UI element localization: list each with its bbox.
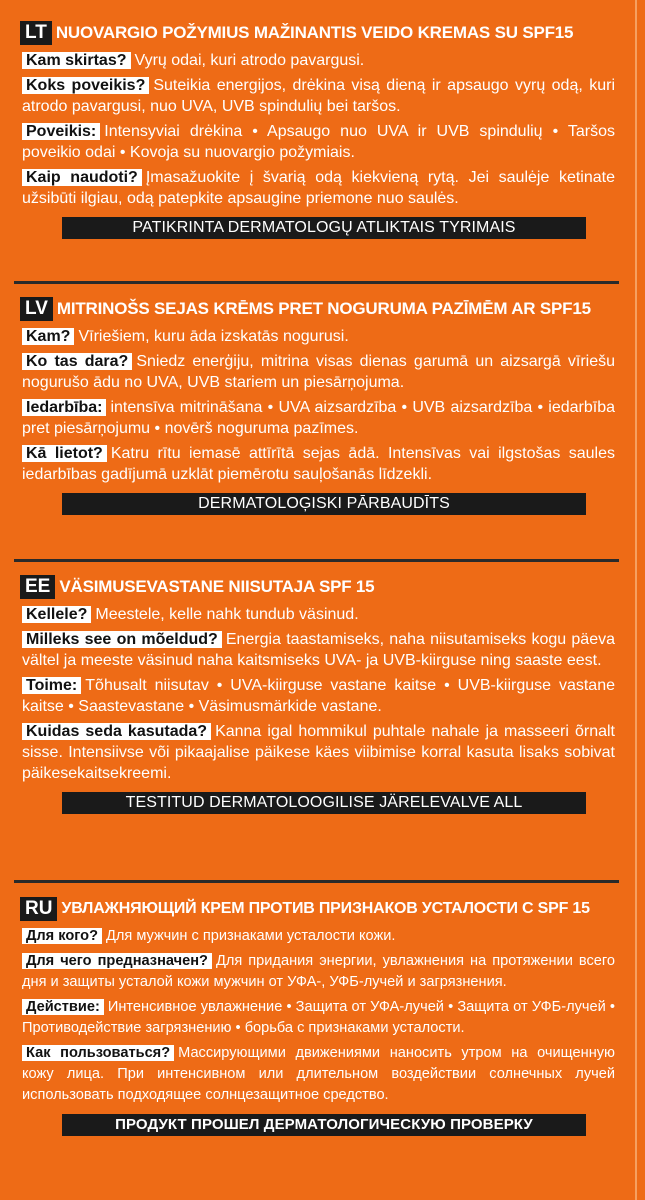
entry-text: Vyrų odai, kuri atrodo pavargusi. [134,52,365,69]
edge-line [635,0,637,1200]
section-header [20,896,645,922]
entry-text: Intensyviai drėkina • Apsaugo nuo UVA ir UVB spindulių • Taršos poveikio odai • Kovoja su nuovargio požymiais. [22,123,615,161]
entry-text: Массирующими движениями наносить утром на очищенную кожу лица. При интенсивном или длительном воздействии солнечных лучей использовать подходящее солнцезащитное средство. [22,1045,615,1103]
section-lv [0,296,645,515]
entry-label: Kellele? [22,606,91,623]
entry-label: Iedarbība: [22,399,106,416]
language-code-badge: LT [20,21,52,45]
entry-text: Kanna igal hommikul puhtale nahale ja masseeri õrnalt sisse. Intensiivse või pikaajalise päikese käes viibimise korral kasuta lisaks sobivat päikesekaitsekreemi. [22,723,615,782]
language-code-badge: RU [20,897,57,921]
section-divider [14,880,619,883]
entry-label: Ko tas dara? [22,353,132,370]
section-header [20,296,645,322]
language-code-badge: LV [20,297,53,321]
entry-text: Meestele, kelle nahk tundub väsinud. [95,606,359,623]
section-title: NUOVARGIO POŽYMIUS MAŽINANTIS VEIDO KREMAS SU SPF15 [55,23,574,42]
entry-action [22,997,615,1039]
dermatology-banner: PATIKRINTA DERMATOLOGŲ ATLIKTAIS TYRIMAIS [62,217,586,239]
entry-label: Kaip naudoti? [22,169,142,186]
entry-usage [22,1043,615,1106]
entry-text: Sniedz enerģiju, mitrina visas dienas garumā un aizsargā vīriešu nogurušo ādu no UVA, UVB stariem un piesārņojuma. [22,353,615,391]
entry-text: Для придания энергии, увлажнения на протяжении всего дня и защиты усталой кожи мужчин от УФА-, УФБ-лучей и загрязнения. [22,953,615,990]
entry-action [22,121,615,163]
section-title: УВЛАЖНЯЮЩИЙ КРЕМ ПРОТИВ ПРИЗНАКОВ УСТАЛОСТИ С SPF 15 [61,900,590,917]
entry-label: Kam skirtas? [22,52,131,69]
entry-label: Для кого? [22,928,102,944]
entry-text: Tõhusalt niisutav • UVA-kiirguse vastane kaitse • UVB-kiirguse vastane kaitse • Saastevastane • Väsimusmärkide vastane. [22,677,615,715]
entry-audience [22,604,615,625]
entry-label: Toime: [22,677,81,694]
entry-usage [22,167,615,209]
entry-text: Для мужчин с признаками усталости кожи. [105,928,396,944]
entry-audience [22,926,615,947]
entry-text: Katru rītu iemasē attīrītā sejas ādā. Intensīvas vai ilgstošas saules iedarbības gadījumā uzklāt piemērotu sauļošanās līdzekli. [22,445,616,483]
section-title: VÄSIMUSEVASTANE NIISUTAJA SPF 15 [59,577,375,596]
section-header [20,20,645,46]
entry-effect [22,629,615,671]
entry-text: Интенсивное увлажнение • Защита от УФА-лучей • Защита от УФБ-лучей • Противодействие загрязнению • борьба с признаками усталости. [22,999,615,1036]
section-header [20,574,645,600]
entry-text: intensīva mitrināšana • UVA aizsardzība • UVB aizsardzība • iedarbība pret piesārņojumu • novērš noguruma pazīmes. [22,399,615,437]
section-ee [0,574,645,814]
entry-label: Koks poveikis? [22,77,149,94]
entry-usage [22,721,615,784]
entry-label: Milleks see on mõeldud? [22,631,222,648]
entry-label: Kam? [22,328,74,345]
section-divider [14,281,619,284]
section-ru [0,896,645,1136]
entry-usage [22,443,615,485]
entry-label: Действие: [22,999,104,1015]
dermatology-banner: TESTITUD DERMATOLOOGILISE JÄRELEVALVE ALL [62,792,586,814]
section-divider [14,559,619,562]
entry-effect [22,75,615,117]
entry-text: Energia taastamiseks, naha niisutamiseks kogu päeva vältel ja meeste väsinud naha kaitsmiseks UVA- ja UVB-kiirguse ning saaste eest. [22,631,616,669]
entry-text: Suteikia energijos, drėkina visą dieną ir apsaugo vyrų odą, kuri atrodo pavargusi, nuo UVA, UVB spindulių bei taršos. [22,77,615,115]
entry-text: Vīriešiem, kuru āda izskatās nogurusi. [78,328,349,345]
section-title: MITRINOŠS SEJAS KRĒMS PRET NOGURUMA PAZĪMĒM AR SPF15 [56,299,591,318]
dermatology-banner: DERMATOLOĢISKI PĀRBAUDĪTS [62,493,586,515]
entry-text: Įmasažuokite į švarią odą kiekvieną rytą. Jei saulėje ketinate užsibūti ilgiau, odą patepkite apsaugine priemone nuo saulės. [22,169,616,207]
entry-label: Для чего предназначен? [22,953,212,969]
entry-label: Kuidas seda kasutada? [22,723,211,740]
entry-label: Как пользоваться? [22,1045,174,1061]
entry-effect [22,351,615,393]
section-lt [0,20,645,239]
entry-label: Poveikis: [22,123,100,140]
dermatology-banner: ПРОДУКТ ПРОШЕЛ ДЕРМАТОЛОГИЧЕСКУЮ ПРОВЕРКУ [62,1114,586,1136]
entry-label: Kā lietot? [22,445,107,462]
entry-audience [22,326,615,347]
entry-action [22,675,615,717]
entry-effect [22,951,615,993]
entry-audience [22,50,615,71]
language-code-badge: EE [20,575,55,599]
entry-action [22,397,615,439]
